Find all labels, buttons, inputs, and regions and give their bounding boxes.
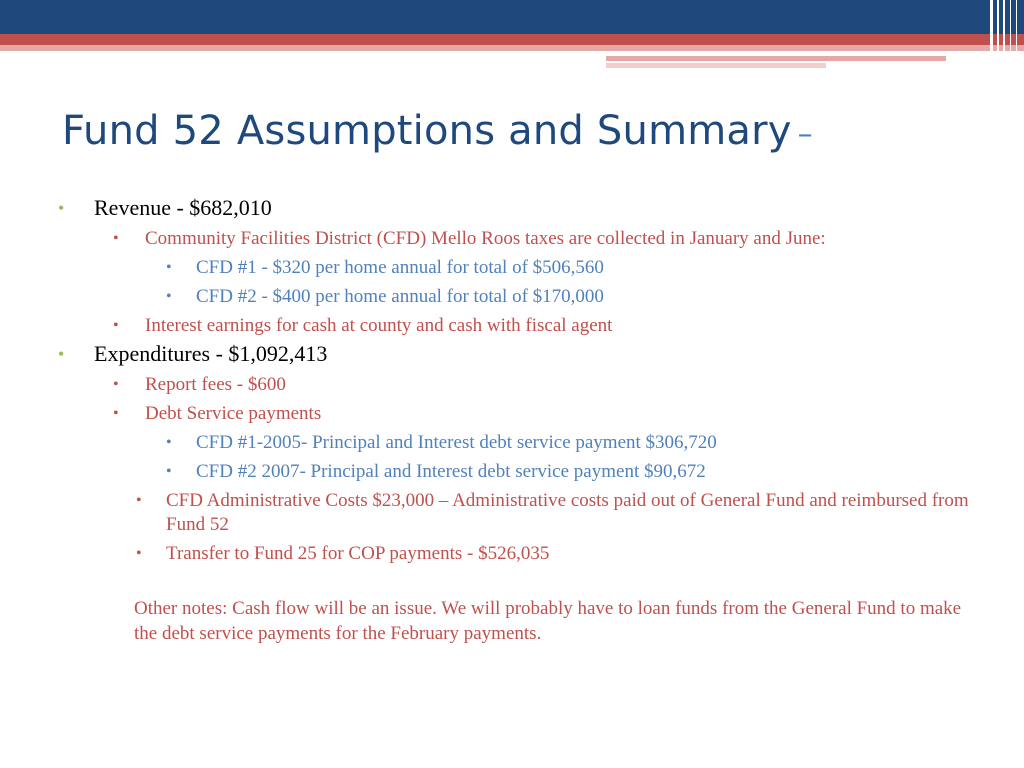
bullet-item-text: Report fees - $600 [145,374,286,395]
bullet-item-level-2 [58,489,978,537]
bullet-item-text: Expenditures - $1,092,413 [94,341,328,366]
header-band-divider [0,51,1024,53]
header-band-red [0,34,1024,45]
bullet-item-text: Transfer to Fund 25 for COP payments - $526,035 [166,543,550,564]
header-vertical-stripe [997,0,999,68]
header-vertical-stripe [990,0,993,68]
header-band-blue [0,0,1024,34]
bullet-item-text: Community Facilities District (CFD) Mello Roos taxes are collected in January and June: [145,228,826,249]
bullet-point-icon: • [113,317,119,334]
other-notes: Other notes: Cash flow will be an issue. We will probably have to loan funds from the General Fund to make the debt service payments for the February payments. [134,598,962,644]
bullet-item-level-3 [58,431,978,455]
bullet-point-icon: • [136,492,142,509]
bullet-item-text: Revenue - $682,010 [94,195,272,220]
bullet-point-icon: • [166,288,172,305]
bullet-item-text: CFD Administrative Costs $23,000 – Administrative costs paid out of General Fund and reimbursed from Fund 52 [166,490,969,535]
bullet-point-icon: • [58,198,65,218]
bullet-item-level-2 [58,314,978,338]
bullet-item-level-2 [58,373,978,397]
bullet-list [58,192,978,646]
header-vertical-stripe [1003,0,1005,68]
bullet-item-level-3 [58,460,978,484]
bullet-point-icon: • [166,434,172,451]
bullet-item-level-3 [58,256,978,280]
bullet-item-level-2 [58,402,978,426]
bullet-item-text: Debt Service payments [145,403,322,424]
bullet-item-text: CFD #2 2007- Principal and Interest debt service payment $90,672 [196,461,706,482]
bullet-point-icon: • [113,230,119,247]
bullet-item-level-2 [58,542,978,566]
bullet-point-icon: • [136,545,142,562]
header-accent-bar [606,56,946,61]
header-accent-bar-small [606,63,826,68]
bullet-item-text: Interest earnings for cash at county and cash with fiscal agent [145,315,613,336]
slide-title-dash: – [797,117,813,152]
bullet-item-text: CFD #2 - $400 per home annual for total of $170,000 [196,286,604,307]
bullet-item-level-3 [58,285,978,309]
bullet-item-text: CFD #1 - $320 per home annual for total of $506,560 [196,257,604,278]
bullet-point-icon: • [166,259,172,276]
bullet-item-level-2 [58,227,978,251]
bullet-item-level-1 [58,194,978,222]
header-vertical-stripe [1010,0,1011,68]
bullet-point-icon: • [58,344,65,364]
bullet-point-icon: • [113,405,119,422]
header-vertical-stripe [1016,0,1017,68]
slide-title-text: Fund 52 Assumptions and Summary [62,108,792,154]
bullet-item-level-1 [58,340,978,368]
slide-title [62,108,813,154]
bullet-item-text: CFD #1-2005- Principal and Interest debt service payment $306,720 [196,432,717,453]
bullet-point-icon: • [113,376,119,393]
bullet-point-icon: • [166,463,172,480]
